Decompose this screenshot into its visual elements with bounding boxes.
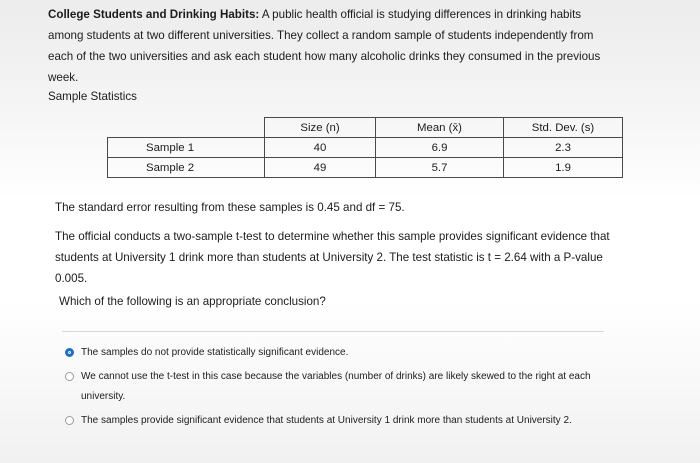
table-header-cell: Mean (x̄) [376, 118, 504, 138]
table-cell: 5.7 [376, 158, 504, 178]
question-text: Which of the following is an appropriate conclusion? [59, 295, 326, 308]
table-header-cell [108, 118, 265, 138]
answer-option-label[interactable]: The samples provide significant evidence that students at University 1 drink more than students at University 2. [81, 415, 572, 426]
table-cell: 40 [265, 138, 376, 158]
table-cell: 49 [265, 158, 376, 178]
problem-title: College Students and Drinking Habits: [48, 8, 260, 21]
answer-option-label[interactable]: The samples do not provide statistically significant evidence. [81, 347, 349, 358]
answer-option-label[interactable]: We cannot use the t-test in this case because the variables (number of drinks) are likely skewed to the right at each university. [81, 371, 591, 402]
test-description-text: The official conducts a two-sample t-test to determine whether this sample provides significant evidence that students at University 1 drink more than students at University 2. The test statistic is t = 2.64 with a P-value 0.005. [55, 230, 610, 285]
sample-statistics-heading: Sample Statistics [48, 90, 137, 103]
problem-intro [48, 4, 608, 88]
table-cell: 2.3 [504, 138, 623, 158]
radio-button[interactable] [65, 416, 74, 425]
sample-statistics-table [107, 117, 623, 178]
radio-button-selected[interactable] [65, 348, 74, 357]
standard-error-text: The standard error resulting from these samples is 0.45 and df = 75. [55, 201, 405, 214]
table-cell: 1.9 [504, 158, 623, 178]
table-header-row [108, 118, 623, 138]
problem-body: A public health official is studying differences in drinking habits among students at two different universities. They collect a random sample of students independently from each of the two universities and ask each student how many alcoholic drinks they consumed in the previous week. [48, 8, 601, 84]
table-cell: 6.9 [376, 138, 504, 158]
radio-button[interactable] [65, 372, 74, 381]
table-row [108, 158, 623, 178]
divider [62, 331, 604, 332]
table-cell: Sample 1 [108, 138, 265, 158]
table-header-cell: Std. Dev. (s) [504, 118, 623, 138]
table-cell: Sample 2 [108, 158, 265, 178]
table-header-cell: Size (n) [265, 118, 376, 138]
table-row [108, 138, 623, 158]
